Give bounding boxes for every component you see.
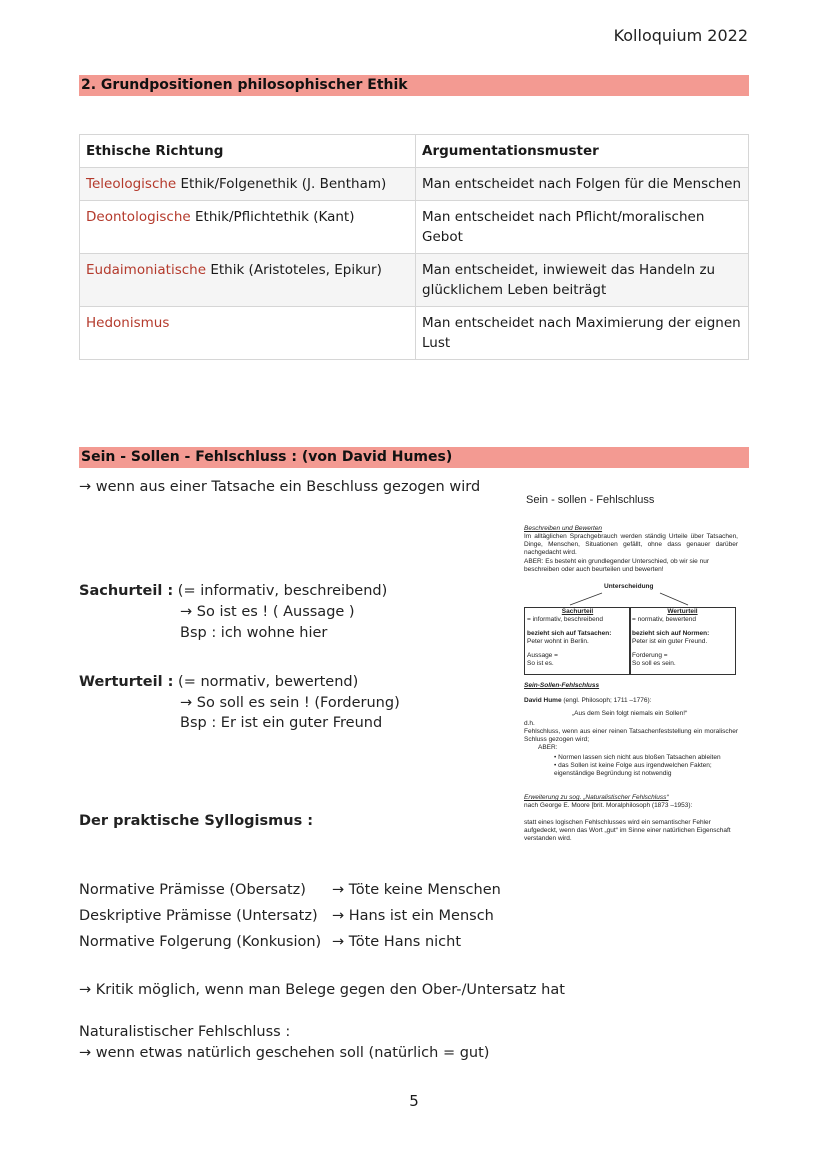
- figure-title: Sein - sollen - Fehlschluss: [526, 494, 655, 506]
- box-example: Peter wohnt in Berlin.: [527, 638, 589, 645]
- syllogismus-heading: Der praktische Syllogismus :: [79, 813, 314, 829]
- figure-paragraph: statt eines logischen Fehlschlusses wird ein semantischer Fehler aufgedeckt, wenn das Wort „gut“ im Sinne einer natürlichen Eigenschaft verstanden wird.: [524, 819, 731, 842]
- figure-paragraph: ABER: Es besteht ein grundlegender Unterschied, ob wir sie nur beschreiben oder auch beurteilen und bewerten!: [524, 558, 709, 573]
- naturalistisch-text: → wenn etwas natürlich geschehen soll (natürlich = gut): [79, 1045, 490, 1061]
- column-header: Argumentationsmuster: [416, 135, 749, 168]
- table-cell: Man entscheidet nach Pflicht/moralischen Gebot: [416, 201, 749, 254]
- table-cell: Man entscheidet nach Maximierung der eignen Lust: [416, 307, 749, 360]
- sachurteil-box: [524, 607, 631, 675]
- kritik-text: → Kritik möglich, wenn man Belege gegen den Ober-/Untersatz hat: [79, 982, 565, 998]
- werturteil-line: → So soll es sein ! (Forderung): [180, 695, 400, 711]
- sachurteil-example: Bsp : ich wohne hier: [180, 625, 328, 641]
- figure-bullet: • Normen lassen sich nicht aus bloßen Tatsachen ableiten: [554, 754, 721, 761]
- werturteil-example: Bsp : Er ist ein guter Freund: [180, 715, 383, 731]
- worksheet-figure: [520, 494, 746, 854]
- box-conclusion: Aussage =: [527, 652, 558, 659]
- table-row: [80, 254, 749, 307]
- sachurteil-definition: [79, 583, 387, 599]
- syllogism-value: → Töte keine Menschen: [332, 882, 501, 898]
- table-cell: Man entscheidet nach Folgen für die Menschen: [416, 168, 749, 201]
- table-row: [80, 168, 749, 201]
- term-label: Werturteil :: [79, 674, 174, 690]
- highlight-term: Deontologische: [86, 209, 191, 225]
- section-heading-ethik: 2. Grundpositionen philosophischer Ethik: [79, 75, 749, 96]
- figure-quote: „Aus dem Sein folgt niemals ein Sollen!“: [572, 710, 688, 717]
- figure-aber: ABER:: [538, 744, 558, 751]
- werturteil-box: [629, 607, 736, 675]
- syllogism-label: Normative Folgerung (Konkusion): [79, 934, 322, 950]
- hume-name: David Hume: [524, 697, 562, 704]
- box-head: Werturteil: [667, 608, 698, 615]
- table-header-row: [80, 135, 749, 168]
- figure-bullet: • das Sollen ist keine Folge aus irgendwelchen Fakten; eigenständige Begründung ist notwendig: [554, 762, 712, 777]
- highlight-term: Hedonismus: [86, 315, 170, 331]
- syllogism-label: Normative Prämisse (Obersatz): [79, 882, 306, 898]
- figure-moore: nach George E. Moore [brit. Moralphilosoph (1873 –1953):: [524, 802, 693, 809]
- werturteil-definition: [79, 674, 358, 690]
- box-conclusion: Forderung =: [632, 652, 668, 659]
- syllogism-value: → Töte Hans nicht: [332, 934, 462, 950]
- table-row: [80, 307, 749, 360]
- syllogism-label: Deskriptive Prämisse (Untersatz): [79, 908, 318, 924]
- term-def: (= normativ, bewertend): [173, 674, 359, 690]
- cell-text: Ethik/Pflichtethik (Kant): [190, 209, 355, 225]
- box-example: Peter ist ein guter Freund.: [632, 638, 708, 645]
- table-cell: [80, 168, 416, 201]
- cell-text: Ethik/Folgenethik (J. Bentham): [176, 176, 387, 192]
- bullet-text: Normen lassen sich nicht aus bloßen Tatsachen ableiten: [558, 754, 721, 761]
- column-header: Ethische Richtung: [80, 135, 416, 168]
- figure-paragraph: Im alltäglichen Sprachgebrauch werden ständig Urteile über Tatsachen, Dinge, Menschen, Situationen gefällt, ohne dass genauer darüber nachgedacht wird.: [524, 533, 738, 556]
- table-cell: [80, 254, 416, 307]
- term-def: (= informativ, beschreibend): [173, 583, 388, 599]
- box-conclusion: So soll es sein.: [632, 660, 676, 667]
- highlight-term: Teleologische: [86, 176, 177, 192]
- figure-dh: d.h.: [524, 720, 535, 727]
- box-conclusion: So ist es.: [527, 660, 554, 667]
- course-title: Kolloquium 2022: [613, 26, 748, 45]
- highlight-term: Eudaimoniatische: [86, 262, 207, 278]
- box-sub: = normativ, bewertend: [632, 616, 697, 623]
- figure-heading: Beschreiben und Bewerten: [524, 525, 603, 532]
- cell-text: Ethik (Aristoteles, Epikur): [206, 262, 382, 278]
- intro-text: → wenn aus einer Tatsache ein Beschluss gezogen wird: [79, 479, 481, 495]
- box-head: Sachurteil: [561, 608, 594, 615]
- box-sub: = informativ, beschreibend: [527, 616, 603, 623]
- box-bold: bezieht sich auf Normen:: [632, 630, 710, 637]
- ethics-table: [79, 134, 749, 360]
- hume-dates: (engl. Philosoph; 1711 –1776):: [561, 697, 652, 704]
- table-cell: Man entscheidet, inwieweit das Handeln zu glücklichem Leben beiträgt: [416, 254, 749, 307]
- naturalistisch-title: Naturalistischer Fehlschluss :: [79, 1024, 291, 1040]
- figure-paragraph: Fehlschluss, wenn aus einer reinen Tatsachenfeststellung ein moralischer Schluss gezogen wird;: [524, 728, 738, 743]
- page-number: 5: [409, 1092, 419, 1110]
- figure-heading: Sein-Sollen-Fehlschluss: [524, 682, 600, 689]
- syllogism-value: → Hans ist ein Mensch: [332, 908, 494, 924]
- figure-heading: Erweiterung zu sog. „Naturalistischer Fehlschluss“: [524, 794, 669, 801]
- figure-unterscheidung: Unterscheidung: [604, 583, 654, 590]
- table-row: [80, 201, 749, 254]
- table-cell: [80, 201, 416, 254]
- sachurteil-line: → So ist es ! ( Aussage ): [180, 604, 355, 620]
- term-label: Sachurteil :: [79, 583, 174, 599]
- box-bold: bezieht sich auf Tatsachen:: [527, 630, 612, 637]
- table-cell: [80, 307, 416, 360]
- bullet-text: das Sollen ist keine Folge aus irgendwelchen Fakten; eigenständige Begründung ist notwendig: [554, 762, 712, 777]
- section-heading-sein-sollen: Sein - Sollen - Fehlschluss : (von David Humes): [79, 447, 749, 468]
- figure-hume: [524, 697, 651, 705]
